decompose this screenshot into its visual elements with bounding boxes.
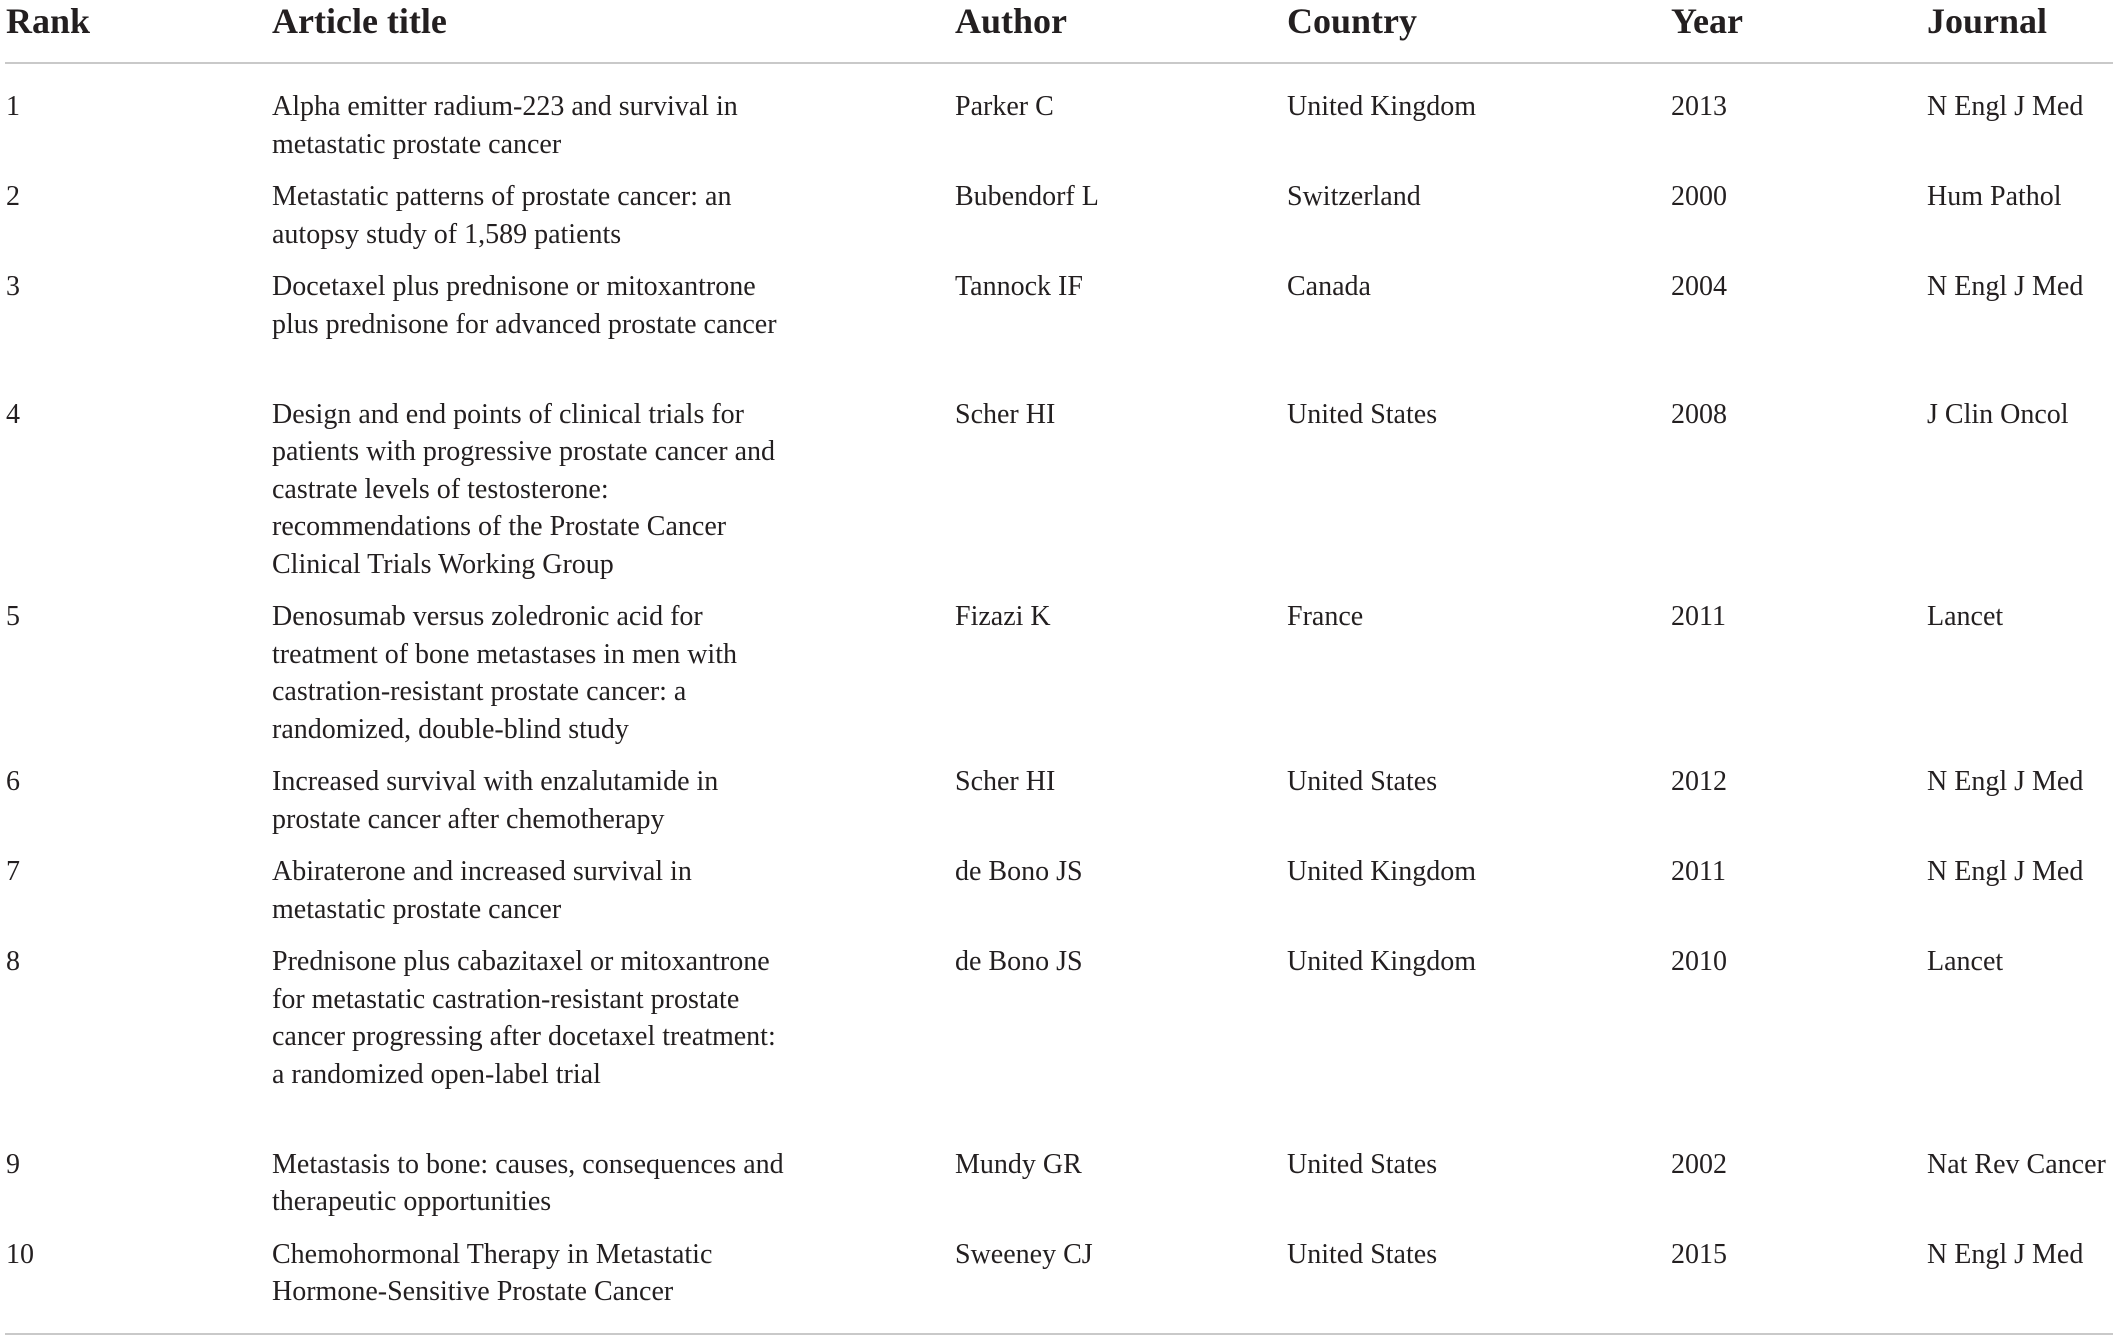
cell-year: 2013 [1671,91,1727,122]
cell-country: United States [1287,766,1438,797]
cell-year: 2002 [1671,1148,1727,1180]
cell-journal: N Engl J Med [1927,766,2084,797]
cell-year: 2012 [1671,766,1727,797]
header-country: Country [1287,1,1418,41]
header-year: Year [1671,1,1743,41]
cell-country: Switzerland [1287,181,1421,212]
cell-country: United States [1287,398,1438,430]
cell-journal: Nat Rev Cancer [1927,1148,2106,1180]
cell-rank: 10 [6,1238,34,1270]
cell-rank: 7 [6,856,20,887]
table-header-row [0,0,2117,62]
cell-year: 2004 [1671,271,1727,302]
cell-journal: Lancet [1927,946,2004,977]
cell-author: Scher HI [955,766,1056,797]
cell-year: 2011 [1671,601,1726,632]
cell-article-title: Denosumab versus zoledronic acid for treatment of bone metastases in men with castration-resistant prostate cancer: a randomized, double-blind study [272,601,737,745]
cell-author: Bubendorf L [955,181,1099,212]
table-row [0,598,2117,763]
cell-author: Parker C [955,91,1054,122]
cell-journal: N Engl J Med [1927,1238,2084,1270]
table-bottom-divider [5,1333,2113,1335]
cell-article-title: Docetaxel plus prednisone or mitoxantrone plus prednisone for advanced prostate cancer [272,271,777,340]
table-row [0,1236,2117,1326]
cell-year: 2010 [1671,946,1727,977]
header-journal: Journal [1927,1,2048,41]
cell-country: United Kingdom [1287,856,1476,887]
cell-author: Mundy GR [955,1148,1082,1180]
cell-country: Canada [1287,271,1371,302]
table-body [0,88,2117,1326]
cell-rank: 9 [6,1148,20,1180]
header-article-title: Article title [272,1,447,41]
cell-journal: N Engl J Med [1927,271,2084,302]
cell-rank: 6 [6,766,20,797]
cell-journal: N Engl J Med [1927,856,2084,887]
cell-country: United Kingdom [1287,946,1476,977]
header-divider [5,62,2113,64]
table-row [0,268,2117,396]
cell-article-title: Design and end points of clinical trials for patients with progressive prostate cancer and castrate levels of testosterone: recommendations of the Prostate Cancer Clinical Trials Working Group [272,398,776,580]
cell-author: Sweeney CJ [955,1238,1093,1270]
cell-article-title: Abiraterone and increased survival in metastatic prostate cancer [272,856,692,925]
cell-journal: J Clin Oncol [1927,398,2069,430]
cell-rank: 5 [6,601,20,632]
cell-country: United States [1287,1238,1438,1270]
table-row [0,396,2117,599]
cell-article-title: Metastatic patterns of prostate cancer: an autopsy study of 1,589 patients [272,181,732,250]
cell-rank: 1 [6,91,20,122]
cell-journal: Hum Pathol [1927,181,2062,212]
header-author: Author [955,1,1068,41]
cell-article-title: Metastasis to bone: causes, consequences and therapeutic opportunities [272,1148,784,1217]
cell-country: France [1287,601,1364,632]
cell-article-title: Increased survival with enzalutamide in prostate cancer after chemotherapy [272,766,719,835]
cell-author: de Bono JS [955,856,1083,887]
cell-year: 2000 [1671,181,1727,212]
cell-article-title: Chemohormonal Therapy in Metastatic Hormone-Sensitive Prostate Cancer [272,1238,713,1307]
cell-country: United Kingdom [1287,91,1476,122]
cell-author: Scher HI [955,398,1056,430]
cell-journal: N Engl J Med [1927,91,2084,122]
table-row [0,763,2117,853]
table-row [0,88,2117,178]
cell-rank: 2 [6,181,20,212]
cell-article-title: Alpha emitter radium-223 and survival in metastatic prostate cancer [272,91,738,160]
cell-rank: 4 [6,398,20,430]
cell-year: 2015 [1671,1238,1727,1270]
cell-author: de Bono JS [955,946,1083,977]
table-row [0,943,2117,1146]
cell-year: 2008 [1671,398,1727,430]
cell-author: Fizazi K [955,601,1051,632]
cell-country: United States [1287,1148,1438,1180]
header-rank: Rank [6,1,91,41]
cell-article-title: Prednisone plus cabazitaxel or mitoxantrone for metastatic castration-resistant prostate cancer progressing after docetaxel treatment: a randomized open-label trial [272,946,776,1090]
table-row [0,178,2117,268]
cell-rank: 8 [6,946,20,977]
cell-year: 2011 [1671,856,1726,887]
cell-author: Tannock IF [955,271,1083,302]
cell-rank: 3 [6,271,20,302]
cell-journal: Lancet [1927,601,2004,632]
table-row [0,853,2117,943]
table-row [0,1146,2117,1236]
